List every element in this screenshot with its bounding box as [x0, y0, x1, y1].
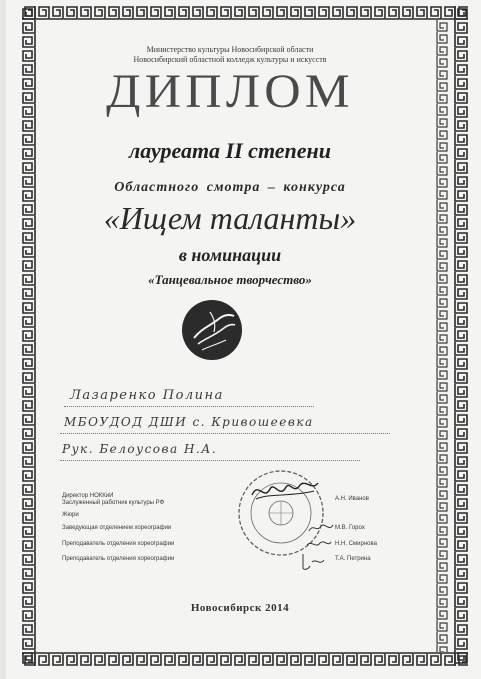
participant-name: Лазаренко Полина: [70, 388, 224, 403]
nomination-label: в номинации: [178, 245, 282, 265]
leader-name: Рук. Белоусова Н.А.: [62, 442, 218, 456]
signature-role-jury: Жюри: [62, 512, 79, 518]
city-year-footer: Новосибирск 2014: [190, 602, 290, 614]
director-signature-icon: [250, 475, 320, 505]
ministry-header: [60, 45, 400, 65]
ornament-border-left: [22, 6, 36, 666]
ministry-line-1: Министерство культуры Новосибирской области: [146, 45, 314, 54]
institution-name: МБОУДОД ДШИ с. Кривошеевка: [64, 415, 314, 429]
diploma-title: ДИПЛОМ: [106, 65, 354, 118]
signature-name-teacher-2: Т.А. Петрина: [335, 556, 371, 562]
ornament-border-right: [454, 6, 468, 666]
signature-name-director: А.Н. Иванов: [335, 496, 369, 502]
teacher2-signature-icon: [300, 552, 326, 576]
signature-role-teacher-1: Преподаватель отделения хореографии: [62, 541, 175, 547]
signature-role-head: Заведующая отделением хореографии: [62, 525, 172, 531]
dancer-hands-emblem-icon: [180, 298, 244, 362]
scan-edge: [0, 0, 6, 679]
contest-name: «Ищем таланты»: [103, 200, 357, 236]
nomination-name: «Танцевальное творчество»: [148, 272, 312, 287]
contest-label: Областного смотра – конкурса: [114, 180, 346, 195]
ministry-line-2: Новосибирский областной колледж культуры и искусств: [133, 55, 327, 64]
signature-role-teacher-2: Преподаватель отделения хореографии: [62, 556, 175, 562]
ornament-border-inner-right: [436, 20, 448, 652]
ornament-border-top: [22, 6, 468, 20]
ornament-border-bottom: [22, 652, 468, 666]
signature-name-teacher-1: Н.Н. Смирнова: [335, 541, 377, 547]
signature-role-director: Директор НОККиИ Заслуженный работник культуры РФ: [62, 493, 165, 506]
laureate-degree: лауреата II степени: [129, 138, 331, 163]
signature-name-head: М.В. Горох: [335, 525, 365, 531]
